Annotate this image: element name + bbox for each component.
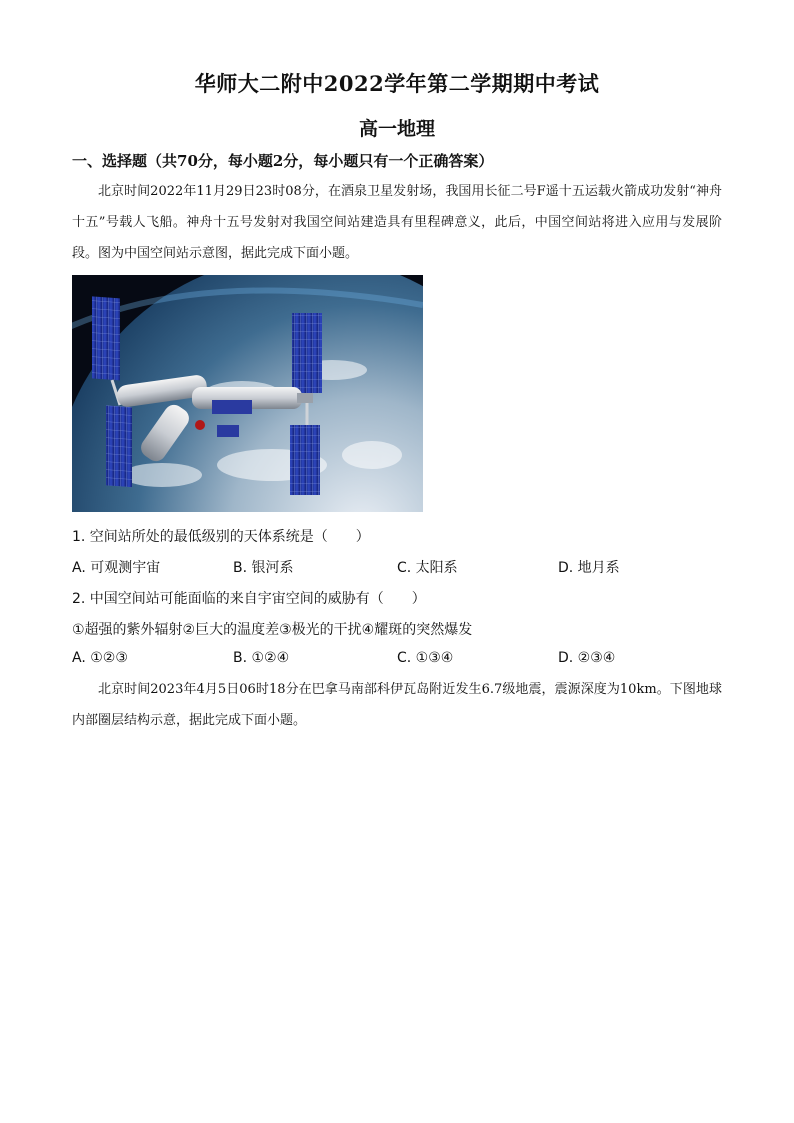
question-2-option-b[interactable]: B. ①②④	[233, 650, 290, 666]
question-1-option-c[interactable]: C. 太阳系	[397, 560, 458, 576]
question-1-option-a[interactable]: A. 可观测宇宙	[72, 560, 161, 576]
question-2-choices-text: ①超强的紫外辐射②巨大的温度差③极光的干扰④耀斑的突然爆发	[72, 622, 473, 638]
question-2-option-c[interactable]: C. ①③④	[397, 650, 454, 666]
question-2-option-d[interactable]: D. ②③④	[558, 650, 616, 666]
question-1-stem: 1. 空间站所处的最低级别的天体系统是（ ）	[72, 529, 370, 545]
space-station-image	[72, 275, 423, 512]
passage-earthquake: 北京时间2023年4月5日06时18分在巴拿马南部科伊瓦岛附近发生6.7级地震，震源深度为10km。下图地球内部圈层结构示意，据此完成下面小题。	[72, 682, 722, 728]
question-2-stem: 2. 中国空间站可能面临的来自宇宙空间的威胁有（ ）	[72, 591, 426, 607]
section-heading: 一、选择题（共70分，每小题2分，每小题只有一个正确答案）	[72, 152, 494, 170]
exam-title: 华师大二附中2022学年第二学期期中考试	[194, 71, 600, 96]
question-1-option-d[interactable]: D. 地月系	[558, 560, 620, 576]
exam-subtitle: 高一地理	[358, 118, 435, 140]
question-1-option-b[interactable]: B. 银河系	[233, 560, 294, 576]
question-2-option-a[interactable]: A. ①②③	[72, 650, 128, 666]
passage-space-station: 北京时间2022年11月29日23时08分，在酒泉卫星发射场，我国用长征二号F遥十五运载火箭成功发射“神舟十五”号载人飞船。神舟十五号发射对我国空间站建造具有里程碑意义，此后，中国空间站将进入应用与发展阶段。图为中国空间站示意图，据此完成下面小题。	[72, 184, 722, 261]
